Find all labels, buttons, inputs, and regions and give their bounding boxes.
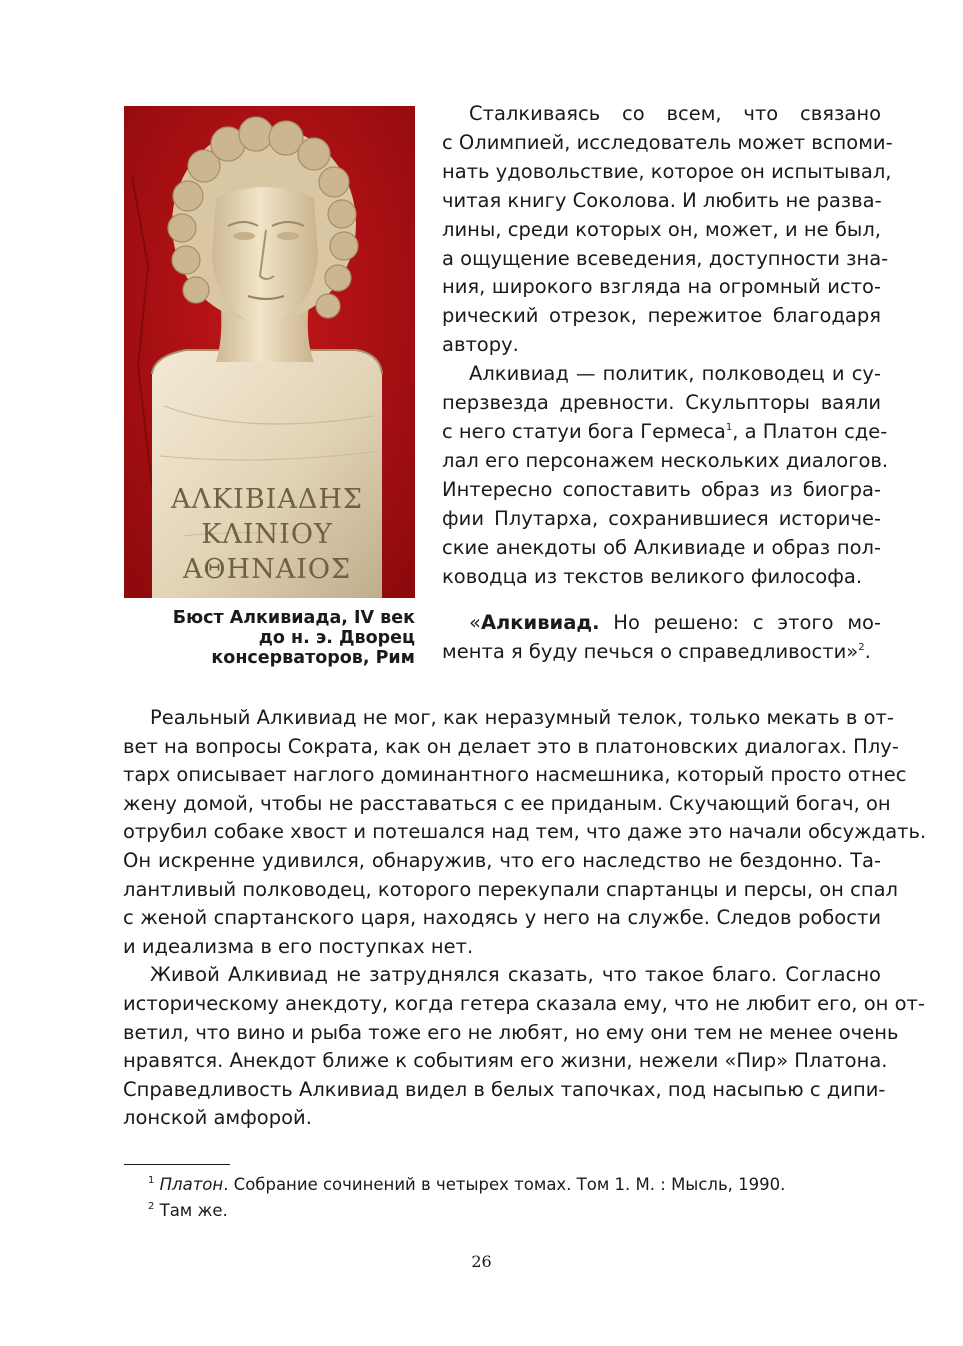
text-line: а ощущение всеведения, доступности зна- <box>442 246 889 270</box>
footnote-2 <box>148 1198 785 1224</box>
text-line: Живой Алкивиад не затруднялся сказать, что такое благо. Согласно <box>150 963 881 987</box>
text-line: жену домой, чтобы не расставаться с ее приданым. Скучающий богач, он <box>123 791 891 815</box>
footnote-ref-1: 1 <box>725 421 733 433</box>
footnote-ref-2: 2 <box>858 642 865 654</box>
text-line <box>442 609 881 638</box>
right-column-text <box>442 100 893 667</box>
text-line: автору. <box>442 333 519 357</box>
text-line: и идеализма в его поступках нет. <box>123 934 474 958</box>
footnote-mark: 2 <box>148 1201 155 1212</box>
inscription-line-1: ΑΛΚΙΒΙΑΔΗΣ <box>171 484 363 515</box>
footnote-mark: 1 <box>148 1175 155 1186</box>
quote-speaker: Алкивиад. <box>480 611 600 635</box>
inscription-line-3: ΑΘΗΝΑΙΟΣ <box>182 554 352 585</box>
footnote-separator <box>124 1164 230 1165</box>
bust-image <box>124 106 415 598</box>
paragraph-olympia <box>442 100 893 360</box>
figure-caption <box>124 608 415 668</box>
text-line: фии Плутарха, сохранившиеся историче- <box>442 506 881 530</box>
footnote-text: Там же. <box>154 1201 228 1220</box>
text-line: ские анекдоты об Алкивиаде и образ пол- <box>442 535 881 559</box>
text-line: перзвезда древности. Скульпторы ваяли <box>442 391 881 415</box>
paragraph-real-alcibiades <box>123 704 927 961</box>
text-line <box>442 638 881 667</box>
text-line: с женой спартанского царя, находясь у него на службе. Следов робости <box>123 906 881 930</box>
text-line: ководца из текстов великого философа. <box>442 564 863 588</box>
text-line: Справедливость Алкивиад видел в белых тапочках, под насыпью с дипи- <box>123 1077 886 1101</box>
quote-block <box>442 609 881 667</box>
text-line <box>442 418 888 447</box>
text-line: тарх описывает наглого доминантного насмешника, который просто отнес <box>123 763 907 787</box>
text-line: отрубил собаке хвост и потешался над тем, что даже это начали обсуждать. <box>123 820 927 844</box>
text-line: Интересно сопоставить образ из биогра- <box>442 477 881 501</box>
body-text <box>123 704 927 1133</box>
text-line: лантливый полководец, которого перекупали спартанцы и персы, он спал <box>123 877 898 901</box>
text-line: лины, среди которых он, может, и не был, <box>442 217 881 241</box>
text-line: рический отрезок, пережитое благодаря <box>442 304 881 328</box>
text-fragment: мента я буду печься о справедливости» <box>442 640 859 664</box>
footnote-author: Платон <box>159 1175 224 1194</box>
text-line: нать удовольствие, которое он испытывал, <box>442 159 892 183</box>
text-line: Сталкиваясь со всем, что связано <box>469 102 881 125</box>
caption-line: консерваторов, Рим <box>211 648 415 668</box>
text-line: нравятся. Анекдот ближе к событиям его жизни, нежели «Пир» Платона. <box>123 1049 888 1073</box>
page-number: 26 <box>471 1252 492 1271</box>
paragraph-alcibiades <box>442 360 889 591</box>
text-line: историческому анекдоту, когда гетера сказала ему, что не любит его, он от- <box>123 991 925 1015</box>
caption-line: до н. э. Дворец <box>258 628 415 648</box>
caption-line: Бюст Алкивиада, IV век <box>172 608 415 628</box>
text-line: ветил, что вино и рыба тоже его не любят, но ему они тем не менее очень <box>123 1020 899 1044</box>
text-line: Он искренне удивился, обнаружив, что его наследство не бездонно. Та- <box>123 848 881 872</box>
text-line: лал его персонажем нескольких диалогов. <box>442 448 889 472</box>
inscription-line-2: ΚΛΙΝΙΟΥ <box>201 519 333 550</box>
text-line: с Олимпией, исследователь может вспоми- <box>442 130 893 154</box>
paragraph-living-alcibiades <box>123 961 925 1133</box>
text-line: лонской амфорой. <box>123 1106 312 1130</box>
text-line: читая книгу Соколова. И любить не развa- <box>442 188 882 212</box>
text-fragment: Но решено: с этого мо- <box>599 611 881 635</box>
text-fragment: , а Платон сде- <box>732 419 888 443</box>
footnote-text: . Собрание сочинений в четырех томах. Том 1. М. : Мысль, 1990. <box>223 1175 786 1194</box>
text-line: Алкивиад — политик, полководец и су- <box>469 362 881 386</box>
text-fragment: . <box>864 640 871 664</box>
footnotes <box>148 1172 785 1224</box>
text-fragment: с него статуи бога Гермеса <box>442 419 726 443</box>
text-line: Реальный Алкивиад не мог, как неразумный телок, только мекать в от- <box>150 706 894 729</box>
text-line: ния, широкого взгляда на огромный исто- <box>442 275 881 299</box>
text-line: вет на вопросы Сократа, как он делает это в платоновских диалогах. Плу- <box>123 734 899 758</box>
quote-open: « <box>469 611 481 635</box>
bust-illustration <box>124 106 415 598</box>
footnote-1 <box>148 1172 785 1198</box>
